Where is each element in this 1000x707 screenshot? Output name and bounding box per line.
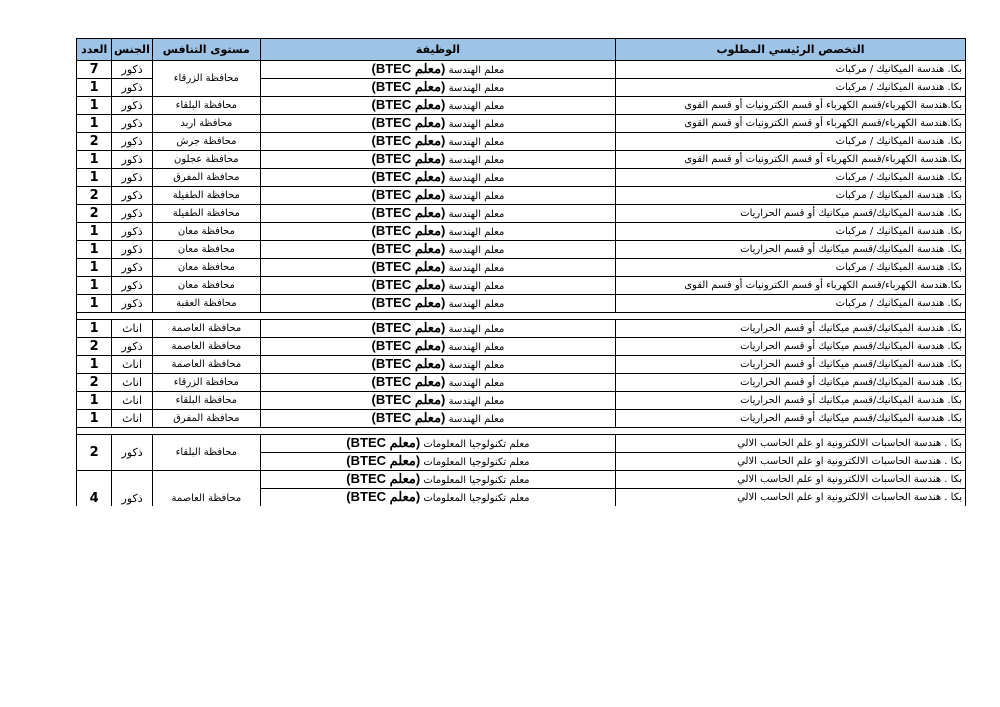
cell-gender: اناث [112, 392, 153, 410]
table-row [77, 374, 966, 392]
cell-job [260, 205, 615, 223]
job-title: معلم تكنولوجيا المعلومات [423, 475, 530, 486]
cell-gender: ذكور [112, 115, 153, 133]
cell-job [260, 392, 615, 410]
table-row [77, 223, 966, 241]
cell-specialization: بكا. هندسة الميكانيك/قسم ميكانيك أو قسم الحراريات [616, 374, 966, 392]
cell-gender: ذكور [112, 169, 153, 187]
cell-gender: ذكور [112, 259, 153, 277]
cell-job [260, 79, 615, 97]
cell-competition: محافظة الزرقاء [152, 61, 260, 97]
table-row [77, 277, 966, 295]
job-title: معلم الهندسة [448, 209, 505, 220]
job-btec-note: (معلم BTEC) [371, 151, 446, 166]
table-row [77, 295, 966, 313]
cell-competition: محافظة البلقاء [152, 435, 260, 471]
cell-specialization: بكا. هندسة الميكانيك/قسم ميكانيك أو قسم الحراريات [616, 205, 966, 223]
cell-count: 1 [77, 295, 112, 313]
header-row [77, 39, 966, 61]
cell-gender: ذكور [112, 241, 153, 259]
cell-specialization: بكا. هندسة الميكانيك/قسم ميكانيك أو قسم الحراريات [616, 241, 966, 259]
job-title: معلم الهندسة [448, 191, 505, 202]
cell-specialization: بكا. هندسة الميكانيك / مركبات [616, 61, 966, 79]
cell-specialization: بكا. هندسة الميكانيك/قسم ميكانيك أو قسم الحراريات [616, 320, 966, 338]
job-title: معلم الهندسة [448, 263, 505, 274]
cell-specialization: بكا. هندسة الميكانيك / مركبات [616, 133, 966, 151]
job-btec-note: (معلم BTEC) [371, 223, 446, 238]
cell-job [260, 277, 615, 295]
header-job: الوظيفة [260, 39, 615, 61]
job-title: معلم الهندسة [448, 101, 505, 112]
table-row [77, 97, 966, 115]
cell-job [260, 187, 615, 205]
cell-specialization: بكا. هندسة الميكانيك / مركبات [616, 259, 966, 277]
cell-count: 2 [77, 187, 112, 205]
header-competition: مستوى التنافس [152, 39, 260, 61]
cell-competition: محافظة العاصمة [152, 471, 260, 507]
table-row [77, 410, 966, 428]
cell-job [260, 241, 615, 259]
cell-competition: محافظة معان [152, 223, 260, 241]
cell-count: 4 [77, 471, 112, 507]
cell-specialization: بكا. هندسة الميكانيك / مركبات [616, 169, 966, 187]
table-row [77, 356, 966, 374]
job-title: معلم الهندسة [448, 245, 505, 256]
cell-count: 2 [77, 435, 112, 471]
cell-count: 1 [77, 320, 112, 338]
cell-gender: ذكور [112, 295, 153, 313]
cell-specialization: بكا . هندسة الحاسبات الالكترونية او علم الحاسب الالي [616, 489, 966, 507]
table-row [77, 61, 966, 79]
job-btec-note: (معلم BTEC) [371, 79, 446, 94]
job-title: معلم الهندسة [448, 173, 505, 184]
cell-competition: محافظة الزرقاء [152, 374, 260, 392]
cell-job [260, 97, 615, 115]
table-row [77, 471, 966, 489]
cell-count: 1 [77, 259, 112, 277]
cell-job [260, 338, 615, 356]
cell-job [260, 169, 615, 187]
cell-count: 1 [77, 97, 112, 115]
job-title: معلم الهندسة [448, 299, 505, 310]
cell-job [260, 151, 615, 169]
cell-count: 1 [77, 392, 112, 410]
cell-job [260, 374, 615, 392]
job-btec-note: (معلم BTEC) [371, 338, 446, 353]
cell-count: 1 [77, 356, 112, 374]
separator-cell [77, 313, 966, 320]
cell-specialization: بكا.هندسة الكهرباء/قسم الكهرباء أو قسم الكترونيات أو قسم القوى [616, 115, 966, 133]
cell-specialization: بكا. هندسة الميكانيك/قسم ميكانيك أو قسم الحراريات [616, 410, 966, 428]
cell-gender: ذكور [112, 187, 153, 205]
cell-specialization: بكا.هندسة الكهرباء/قسم الكهرباء أو قسم الكترونيات أو قسم القوى [616, 97, 966, 115]
job-btec-note: (معلم BTEC) [371, 410, 446, 425]
job-btec-note: (معلم BTEC) [371, 97, 446, 112]
table-row [77, 169, 966, 187]
job-btec-note: (معلم BTEC) [346, 471, 421, 486]
job-btec-note: (معلم BTEC) [371, 392, 446, 407]
job-btec-note: (معلم BTEC) [371, 374, 446, 389]
cell-competition: محافظة المفرق [152, 410, 260, 428]
cell-job [260, 223, 615, 241]
cell-specialization: بكا . هندسة الحاسبات الالكترونية او علم الحاسب الالي [616, 453, 966, 471]
job-title: معلم الهندسة [448, 155, 505, 166]
table-row [77, 392, 966, 410]
job-btec-note: (معلم BTEC) [371, 115, 446, 130]
cell-gender: ذكور [112, 338, 153, 356]
table-row [77, 151, 966, 169]
header-count: العدد [77, 39, 112, 61]
cell-specialization: بكا.هندسة الكهرباء/قسم الكهرباء أو قسم الكترونيات أو قسم القوى [616, 277, 966, 295]
header-specialization: التخصص الرئيسي المطلوب [616, 39, 966, 61]
cell-count: 7 [77, 61, 112, 79]
cell-job [260, 320, 615, 338]
cell-specialization: بكا. هندسة الميكانيك / مركبات [616, 79, 966, 97]
cell-gender: ذكور [112, 61, 153, 79]
cell-gender: ذكور [112, 97, 153, 115]
cell-specialization: بكا. هندسة الميكانيك / مركبات [616, 295, 966, 313]
job-title: معلم الهندسة [448, 360, 505, 371]
cell-gender: ذكور [112, 205, 153, 223]
cell-gender: ذكور [112, 435, 153, 471]
cell-specialization: بكا. هندسة الميكانيك/قسم ميكانيك أو قسم الحراريات [616, 356, 966, 374]
job-title: معلم الهندسة [448, 396, 505, 407]
job-title: معلم تكنولوجيا المعلومات [423, 439, 530, 450]
job-btec-note: (معلم BTEC) [371, 295, 446, 310]
cell-competition: محافظة البلقاء [152, 392, 260, 410]
cell-job [260, 453, 615, 471]
table-row [77, 241, 966, 259]
job-title: معلم الهندسة [448, 83, 505, 94]
cell-specialization: بكا . هندسة الحاسبات الالكترونية او علم الحاسب الالي [616, 435, 966, 453]
cell-specialization: بكا. هندسة الميكانيك/قسم ميكانيك أو قسم الحراريات [616, 392, 966, 410]
job-btec-note: (معلم BTEC) [371, 277, 446, 292]
job-title: معلم الهندسة [448, 137, 505, 148]
cell-count: 2 [77, 133, 112, 151]
cell-gender: اناث [112, 410, 153, 428]
cell-competition: محافظة اربد [152, 115, 260, 133]
job-btec-note: (معلم BTEC) [371, 133, 446, 148]
cell-job [260, 471, 615, 489]
table-row [77, 435, 966, 453]
job-btec-note: (معلم BTEC) [371, 356, 446, 371]
table-row [77, 338, 966, 356]
cell-count: 2 [77, 205, 112, 223]
job-btec-note: (معلم BTEC) [371, 205, 446, 220]
cell-competition: محافظة الطفيلة [152, 205, 260, 223]
job-btec-note: (معلم BTEC) [371, 169, 446, 184]
cell-competition: محافظة معان [152, 241, 260, 259]
cell-gender: اناث [112, 320, 153, 338]
cell-competition: محافظة البلقاء [152, 97, 260, 115]
cell-count: 2 [77, 338, 112, 356]
cell-gender: اناث [112, 356, 153, 374]
cell-gender: ذكور [112, 133, 153, 151]
cell-gender: ذكور [112, 277, 153, 295]
cell-job [260, 133, 615, 151]
cell-job [260, 410, 615, 428]
cell-count: 1 [77, 241, 112, 259]
group-separator [77, 428, 966, 435]
job-title: معلم الهندسة [448, 414, 505, 425]
cell-count: 1 [77, 169, 112, 187]
cell-count: 1 [77, 79, 112, 97]
table-row [77, 259, 966, 277]
job-btec-note: (معلم BTEC) [371, 320, 446, 335]
cell-competition: محافظة معان [152, 259, 260, 277]
job-btec-note: (معلم BTEC) [371, 259, 446, 274]
job-btec-note: (معلم BTEC) [371, 61, 446, 76]
cell-count: 1 [77, 151, 112, 169]
cell-count: 1 [77, 410, 112, 428]
cell-competition: محافظة المفرق [152, 169, 260, 187]
job-title: معلم الهندسة [448, 281, 505, 292]
job-title: معلم تكنولوجيا المعلومات [423, 493, 530, 504]
cell-competition: محافظة عجلون [152, 151, 260, 169]
cell-gender: ذكور [112, 79, 153, 97]
cell-specialization: بكا. هندسة الميكانيك / مركبات [616, 223, 966, 241]
cell-specialization: بكا. هندسة الميكانيك/قسم ميكانيك أو قسم الحراريات [616, 338, 966, 356]
cell-competition: محافظة معان [152, 277, 260, 295]
job-title: معلم الهندسة [448, 342, 505, 353]
cell-specialization: بكا . هندسة الحاسبات الالكترونية او علم الحاسب الالي [616, 471, 966, 489]
cell-count: 1 [77, 115, 112, 133]
header-gender: الجنس [112, 39, 153, 61]
job-title: معلم تكنولوجيا المعلومات [423, 457, 530, 468]
job-title: معلم الهندسة [448, 119, 505, 130]
cell-job [260, 259, 615, 277]
job-title: معلم الهندسة [448, 227, 505, 238]
job-btec-note: (معلم BTEC) [346, 453, 421, 468]
vacancies-table [76, 38, 966, 506]
cell-job [260, 435, 615, 453]
cell-count: 2 [77, 374, 112, 392]
cell-competition: محافظة العاصمة [152, 320, 260, 338]
table-row [77, 187, 966, 205]
cell-competition: محافظة العاصمة [152, 338, 260, 356]
cell-competition: محافظة الطفيلة [152, 187, 260, 205]
job-title: معلم الهندسة [448, 378, 505, 389]
cell-competition: محافظة العاصمة [152, 356, 260, 374]
separator-cell [77, 428, 966, 435]
job-btec-note: (معلم BTEC) [346, 435, 421, 450]
cell-job [260, 489, 615, 507]
cell-count: 1 [77, 223, 112, 241]
cell-gender: اناث [112, 374, 153, 392]
job-btec-note: (معلم BTEC) [346, 489, 421, 504]
cell-competition: محافظة العقبة [152, 295, 260, 313]
cell-competition: محافظة جرش [152, 133, 260, 151]
job-title: معلم الهندسة [448, 324, 505, 335]
job-btec-note: (معلم BTEC) [371, 241, 446, 256]
table-row [77, 320, 966, 338]
table-row [77, 205, 966, 223]
cell-gender: ذكور [112, 151, 153, 169]
cell-job [260, 115, 615, 133]
cell-job [260, 356, 615, 374]
cell-count: 1 [77, 277, 112, 295]
cell-job [260, 295, 615, 313]
group-separator [77, 313, 966, 320]
cell-gender: ذكور [112, 471, 153, 507]
cell-gender: ذكور [112, 223, 153, 241]
job-title: معلم الهندسة [448, 65, 505, 76]
cell-job [260, 61, 615, 79]
cell-specialization: بكا. هندسة الميكانيك / مركبات [616, 187, 966, 205]
table-row [77, 133, 966, 151]
cell-specialization: بكا.هندسة الكهرباء/قسم الكهرباء أو قسم الكترونيات أو قسم القوى [616, 151, 966, 169]
job-btec-note: (معلم BTEC) [371, 187, 446, 202]
table-row [77, 115, 966, 133]
